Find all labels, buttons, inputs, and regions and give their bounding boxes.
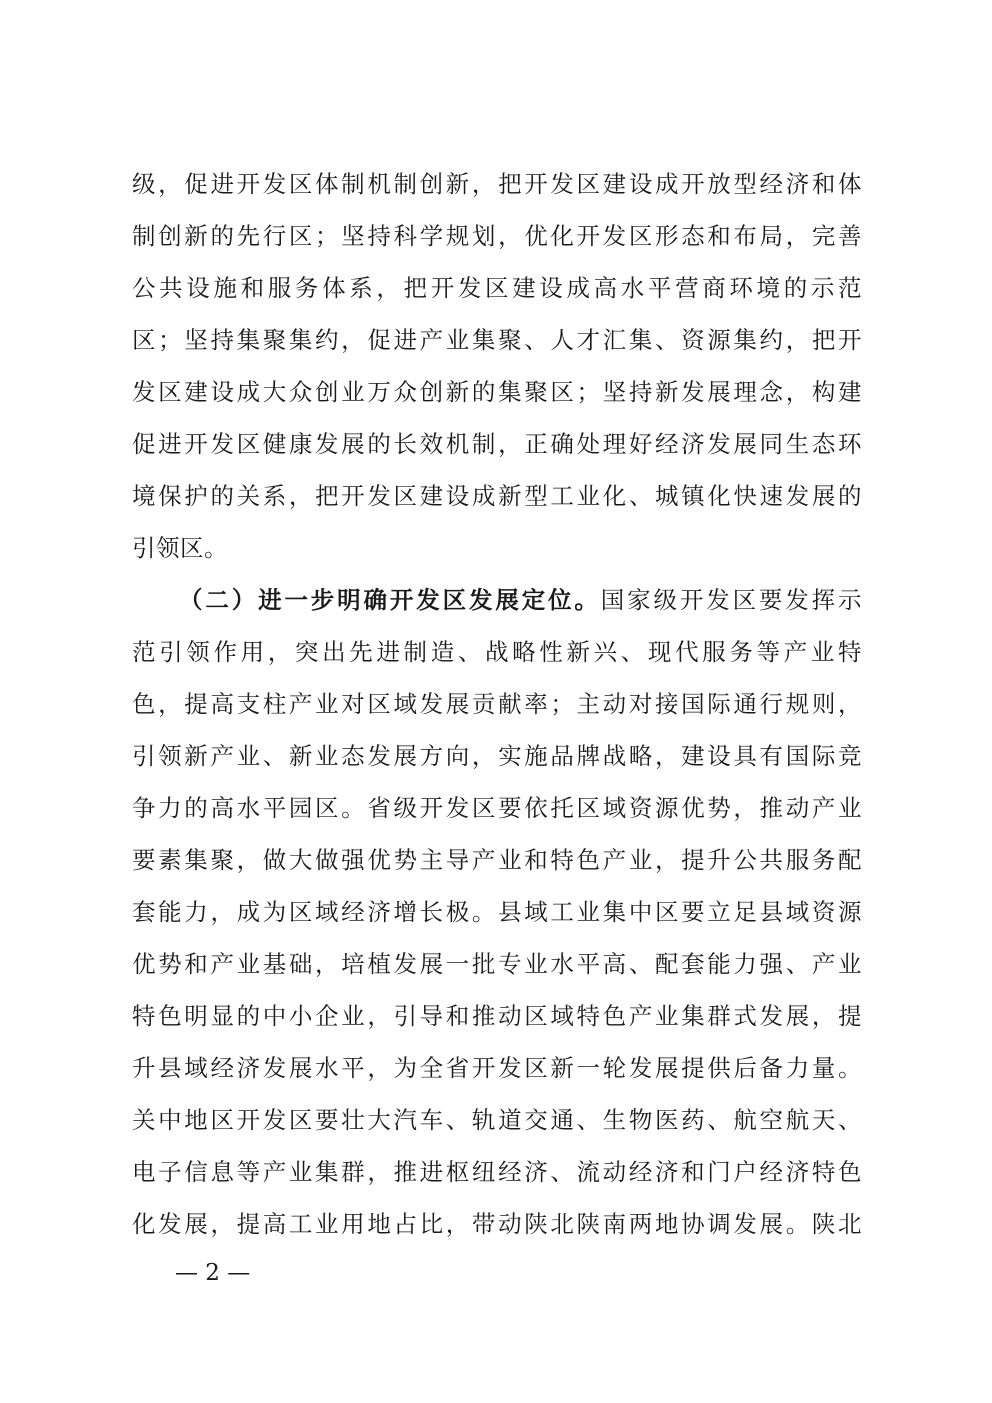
paragraph-line: 特色明显的中小企业，引导和推动区域特色产业集群式发展，提 bbox=[132, 1002, 862, 1030]
paragraph-line: 电子信息等产业集群，推进枢纽经济、流动经济和门户经济特色 bbox=[132, 1158, 862, 1186]
paragraph-line: 范引领作用，突出先进制造、战略性新兴、现代服务等产业特 bbox=[132, 638, 862, 666]
section-heading: （二）进一步明确开发区发展定位。 bbox=[179, 586, 601, 614]
paragraph-line: 级，促进开发区体制机制创新，把开发区建设成开放型经济和体 bbox=[132, 170, 862, 198]
body-text bbox=[132, 158, 862, 1250]
paragraph-line: 公共设施和服务体系，把开发区建设成高水平营商环境的示范 bbox=[132, 274, 862, 302]
paragraph-line: 争力的高水平园区。省级开发区要依托区域资源优势，推动产业 bbox=[132, 794, 862, 822]
page-number: — 2 — bbox=[175, 1260, 251, 1286]
section-heading-line bbox=[132, 574, 862, 626]
section-heading-rest: 国家级开发区要发挥示 bbox=[600, 586, 863, 614]
paragraph-line: 要素集聚，做大做强优势主导产业和特色产业，提升公共服务配 bbox=[132, 846, 862, 874]
paragraph-line: 发区建设成大众创业万众创新的集聚区；坚持新发展理念，构建 bbox=[132, 378, 862, 406]
paragraph-line: 引领区。 bbox=[132, 534, 228, 562]
paragraph-line: 优势和产业基础，培植发展一批专业水平高、配套能力强、产业 bbox=[132, 950, 862, 978]
paragraph-line: 促进开发区健康发展的长效机制，正确处理好经济发展同生态环 bbox=[132, 430, 862, 458]
paragraph-line: 区；坚持集聚集约，促进产业集聚、人才汇集、资源集约，把开 bbox=[132, 326, 862, 354]
paragraph-line: 色，提高支柱产业对区域发展贡献率；主动对接国际通行规则， bbox=[132, 690, 862, 718]
paragraph-line: 套能力，成为区域经济增长极。县域工业集中区要立足县域资源 bbox=[132, 898, 862, 926]
paragraph-line: 境保护的关系，把开发区建设成新型工业化、城镇化快速发展的 bbox=[132, 482, 862, 510]
paragraph-line: 引领新产业、新业态发展方向，实施品牌战略，建设具有国际竞 bbox=[132, 742, 862, 770]
paragraph-line: 制创新的先行区；坚持科学规划，优化开发区形态和布局，完善 bbox=[132, 222, 862, 250]
paragraph-line: 化发展，提高工业用地占比，带动陕北陕南两地协调发展。陕北 bbox=[132, 1210, 862, 1238]
paragraph-line: 关中地区开发区要壮大汽车、轨道交通、生物医药、航空航天、 bbox=[132, 1106, 862, 1134]
paragraph-line: 升县域经济发展水平，为全省开发区新一轮发展提供后备力量。 bbox=[132, 1054, 862, 1082]
